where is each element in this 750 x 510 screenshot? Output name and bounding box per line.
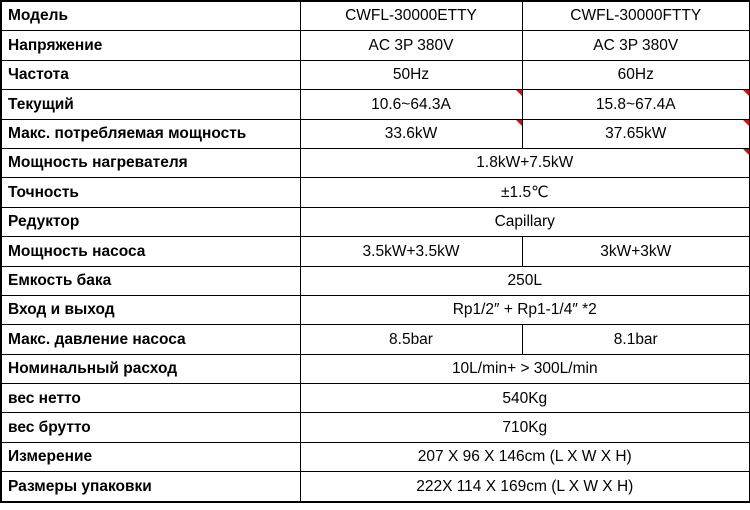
row-max-power [1,119,750,148]
row-label-current: Текущий [1,90,300,119]
reducer-value: Capillary [300,207,750,236]
row-label-inlet-outlet: Вход и выход [1,295,300,324]
voltage-value-b: AC 3P 380V [522,31,750,60]
spec-table-body [1,1,750,502]
row-heater-power [1,148,750,177]
row-label-voltage: Напряжение [1,31,300,60]
voltage-value-a: AC 3P 380V [300,31,522,60]
row-label-max-power: Макс. потребляемая мощность [1,119,300,148]
heater-power-value-text: 1.8kW+7.5kW [476,154,574,172]
max-power-value-b [522,119,750,148]
row-label-tank-capacity: Емкость бака [1,266,300,295]
model-value-a: CWFL-30000ETTY [300,1,522,31]
row-current [1,90,750,119]
model-value-b: CWFL-30000FTTY [522,1,750,31]
row-reducer [1,207,750,236]
comment-marker-icon [743,149,749,155]
comment-marker-icon [516,90,522,96]
row-rated-flow [1,354,750,383]
row-label-dimensions: Измерение [1,442,300,471]
rated-flow-value: 10L/min+ > 300L/min [300,354,750,383]
row-label-reducer: Редуктор [1,207,300,236]
current-value-b-text: 15.8~67.4A [595,95,676,113]
row-label-rated-flow: Номинальный расход [1,354,300,383]
row-pump-power [1,237,750,266]
package-size-value: 222X 114 X 169cm (L X W X H) [300,472,750,502]
row-package-size [1,472,750,502]
row-max-pump-pressure [1,325,750,354]
pump-power-value-b: 3kW+3kW [522,237,750,266]
row-label-max-pump-pressure: Макс. давление насоса [1,325,300,354]
max-pump-pressure-value-a: 8.5bar [300,325,522,354]
max-power-value-a-text: 33.6kW [384,125,438,142]
row-label-precision: Точность [1,178,300,207]
row-model [1,1,750,31]
precision-value: ±1.5℃ [300,178,750,207]
comment-marker-icon [743,90,749,96]
dimensions-value: 207 X 96 X 146cm (L X W X H) [300,442,750,471]
row-frequency [1,60,750,89]
row-label-heater-power: Мощность нагревателя [1,148,300,177]
net-weight-value: 540Kg [300,384,750,413]
row-label-pump-power: Мощность насоса [1,237,300,266]
heater-power-value [300,148,750,177]
row-precision [1,178,750,207]
current-value-b [522,90,750,119]
current-value-a [300,90,522,119]
max-pump-pressure-value-b: 8.1bar [522,325,750,354]
pump-power-value-a: 3.5kW+3.5kW [300,237,522,266]
row-voltage [1,31,750,60]
row-label-gross-weight: вес брутто [1,413,300,442]
row-inlet-outlet [1,295,750,324]
row-label-model: Модель [1,1,300,31]
row-label-frequency: Частота [1,60,300,89]
tank-capacity-value: 250L [300,266,750,295]
row-tank-capacity [1,266,750,295]
row-label-net-weight: вес нетто [1,384,300,413]
row-dimensions [1,442,750,471]
frequency-value-b: 60Hz [522,60,750,89]
row-label-package-size: Размеры упаковки [1,472,300,502]
row-net-weight [1,384,750,413]
inlet-outlet-value: Rp1/2″ + Rp1-1/4″ *2 [300,295,750,324]
row-gross-weight [1,413,750,442]
comment-marker-icon [516,120,522,126]
frequency-value-a: 50Hz [300,60,522,89]
max-power-value-b-text: 37.65kW [605,125,667,142]
comment-marker-icon [743,120,749,126]
max-power-value-a [300,119,522,148]
gross-weight-value: 710Kg [300,413,750,442]
current-value-a-text: 10.6~64.3A [371,95,451,113]
